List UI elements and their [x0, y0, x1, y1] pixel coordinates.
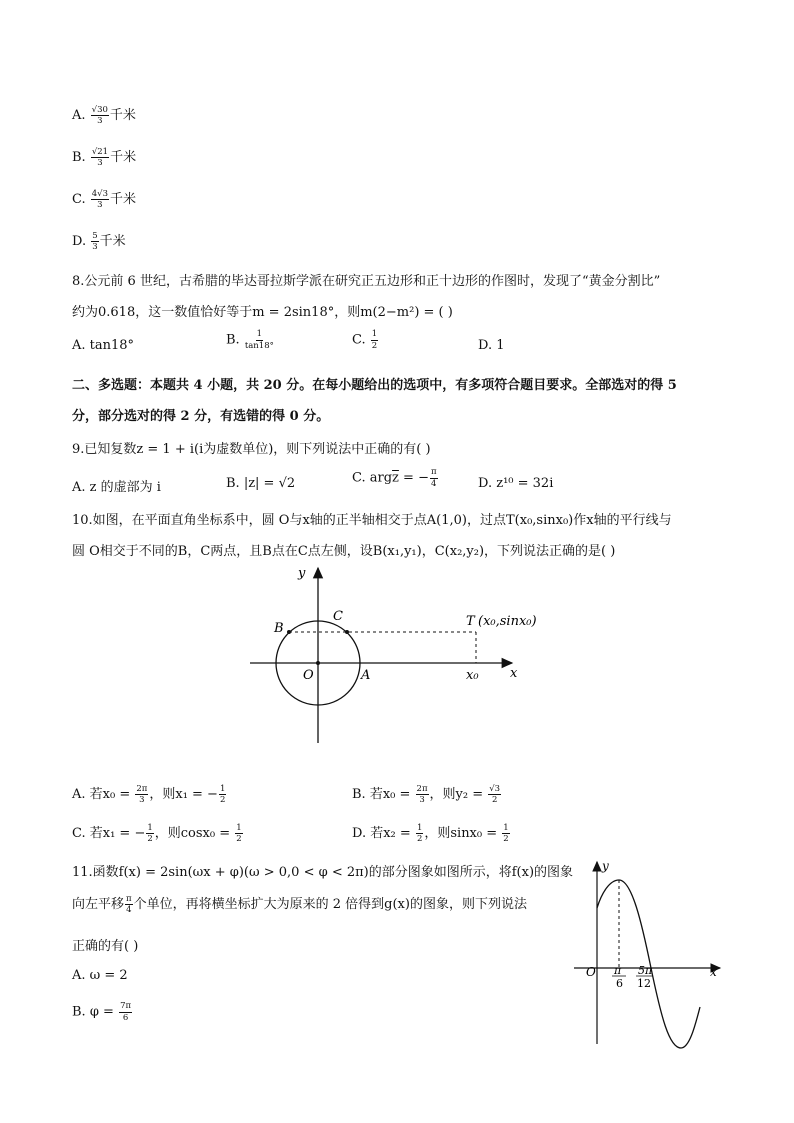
q10-option-c: C. 若x₁ = − $\frac{1}{2}$ ，则cosx₀ = $\frac{1}{2}$ [72, 822, 242, 844]
q10-option-d: D. 若x₂ = $\frac{1}{2}$ ，则sinx₀ = $\frac{1}{2}$ [352, 822, 509, 844]
q10-point-c [345, 630, 349, 634]
q10-option-b: B. 若x₀ = $\frac{2\pi}{3}$ ，则y₂ = $\frac{√3}{2}$ [352, 783, 501, 805]
q10-stem-line2: 圆 O相交于不同的B，C两点，且B点在C点左侧，设B(x₁,y₁)，C(x₂,y₂)，下列说法正确的是( ) [72, 544, 616, 559]
q11-option-a: A. ω = 2 [72, 968, 128, 983]
q10-point-b [287, 630, 291, 634]
q8-option-b-fraction: $\frac{1}{\tan 18^\circ}$ [244, 329, 274, 351]
q11-label-y: y [602, 859, 609, 873]
q7-option-a-unit: 千米 [109, 108, 136, 123]
q9-option-c: C. $arg\overline{z}$ = − $\frac{\pi}{4}$ [352, 467, 437, 489]
q10-label-t: T [466, 614, 475, 629]
q10-label-b: B [274, 621, 284, 636]
q7-option-b [72, 146, 136, 168]
q9-option-c-fraction: $\frac{\pi}{4}$ [430, 467, 437, 489]
q10-label-t-coord: (x₀,sinx₀) [478, 614, 537, 629]
q7-option-c-label: C. [72, 192, 86, 207]
q11-tick2-num: 5π [638, 964, 653, 977]
q11-tick2-den: 12 [637, 977, 651, 990]
q10-label-y: y [298, 566, 306, 581]
q7-option-c [72, 188, 136, 210]
q10-label-a: A [361, 668, 371, 683]
q7-option-d-unit: 千米 [99, 234, 126, 249]
q10-option-a: A. 若x₀ = $\frac{2\pi}{3}$ ，则x₁ = − $\frac{1}{2}$ [72, 783, 226, 805]
q10-label-x: x [510, 666, 518, 681]
q10-origin-dot [316, 661, 320, 665]
q7-option-a-label: A. [72, 108, 86, 123]
q11-stem-line1: 11.函数f(x) = 2sin(ωx + φ)(ω > 0,0 < φ < 2π)的部分图象如图所示，将f(x)的图象 [72, 865, 574, 880]
q10-label-c: C [333, 609, 343, 624]
q10-stem-line1: 10.如图，在平面直角坐标系中，圆 O与x轴的正半轴相交于点A(1,0)，过点T(x₀,sinx₀)作x轴的平行线与 [72, 513, 672, 528]
q10-label-o: O [303, 668, 314, 683]
q8-option-a: A. tan18° [72, 338, 135, 353]
q11-label-x: x [710, 965, 717, 979]
q11-label-o: O [586, 965, 596, 979]
q8-stem-line2: 约为0.618，这一数值恰好等于m = 2sin18°，则m(2−m²) = ( ) [72, 305, 453, 320]
q11-tick1-num: π [614, 964, 622, 977]
q10-circle-figure [0, 560, 794, 800]
q9-option-b: B. |z| = √2 [226, 476, 296, 491]
q7-option-a [72, 104, 136, 126]
q8-option-c: C. $\frac{1}{2}$ [352, 329, 378, 351]
section2-heading-line2: 分，部分选对的得 2 分，有选错的得 0 分。 [72, 409, 330, 424]
q8-option-d: D. 1 [478, 338, 505, 353]
q11-sine-figure [570, 852, 770, 1052]
q11-tick1-den: 6 [616, 977, 623, 990]
section2-heading-line1: 二、多选题：本题共 4 小题，共 20 分。在每小题给出的选项中，有多项符合题目要求。全部选对的得 5 [72, 378, 677, 393]
q10-label-x0: x₀ [466, 668, 479, 683]
q11-stem-line2: 向左平移 $\frac{\pi}{4}$ 个单位，再将横坐标扩大为原来的 2 倍得到g(x)的图象，则下列说法 [72, 893, 527, 915]
q7-option-a-fraction: $\frac{√30}{3}$ [91, 104, 108, 126]
q7-option-b-label: B. [72, 150, 86, 165]
q11-option-b: B. φ = $\frac{7\pi}{6}$ [72, 1001, 132, 1023]
q8-stem-line1: 8.公元前 6 世纪，古希腊的毕达哥拉斯学派在研究正五边形和正十边形的作图时，发现了“黄金分割比” [72, 274, 661, 289]
q7-option-d-label: D. [72, 234, 87, 249]
q7-option-d [72, 230, 126, 252]
q7-option-b-fraction: $\frac{√21}{3}$ [91, 146, 109, 168]
q9-stem: 9.已知复数z = 1 + i(i为虚数单位)，则下列说法中正确的有( ) [72, 442, 431, 457]
q8-option-b: B. $\frac{1}{\tan 18^\circ}$ [226, 329, 274, 351]
q11-stem-line3: 正确的有( ) [72, 939, 139, 954]
q7-option-b-unit: 千米 [110, 150, 137, 165]
q7-option-c-fraction: $\frac{4√3}{3}$ [91, 188, 108, 210]
q9-option-d: D. z¹⁰ = 32i [478, 476, 554, 491]
q9-option-a: A. z 的虚部为 i [72, 480, 161, 495]
q7-option-d-fraction: $\frac{5}{3}$ [92, 230, 98, 252]
q7-option-c-unit: 千米 [110, 192, 137, 207]
q8-option-c-fraction: $\frac{1}{2}$ [371, 329, 378, 351]
